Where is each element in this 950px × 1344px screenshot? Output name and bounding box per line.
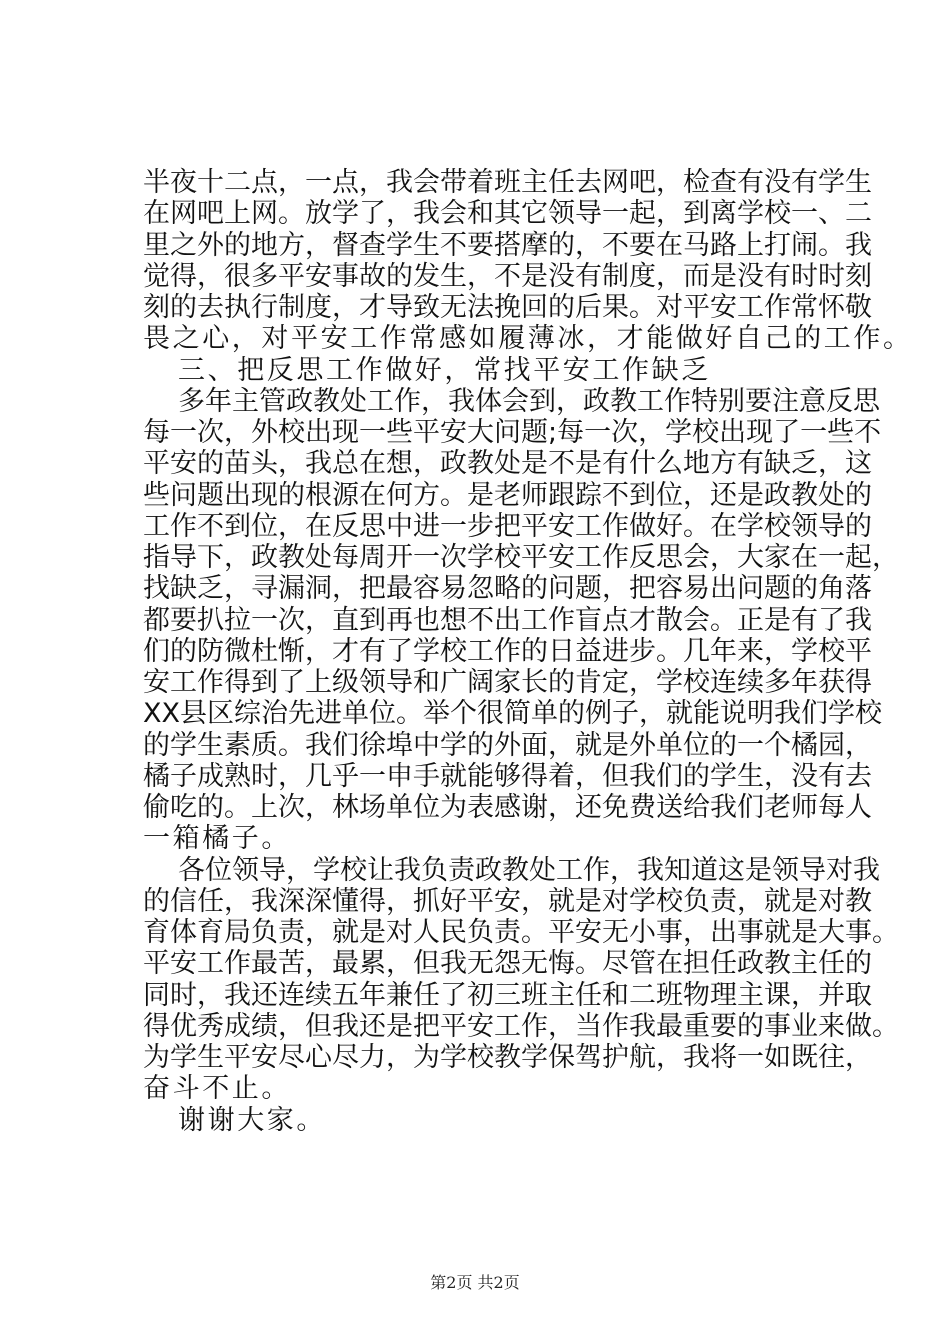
text-line: 平安的苗头，我总在想，政教处是不是有什么地方有缺乏，这	[143, 448, 872, 480]
text-line: 们的防微杜惭，才有了学校工作的日益进步。几年来，学校平	[143, 635, 872, 667]
text-line: 些问题出现的根源在何方。是老师跟踪不到位，还是政教处的	[143, 479, 872, 511]
text-line: 在网吧上网。放学了，我会和其它领导一起，到离学校一、二	[143, 198, 872, 230]
text-line: 安工作得到了上级领导和广阔家长的肯定，学校连续多年获得	[143, 667, 872, 698]
text-line: 找缺乏，寻漏洞，把最容易忽略的问题，把容易出问题的角落	[143, 573, 872, 605]
text-line: 三、把反思工作做好，常找平安工作缺乏	[178, 354, 711, 386]
document-body	[143, 167, 913, 1136]
text-line: 指导下，政教处每周开一次学校平安工作反思会，大家在一起，	[143, 542, 899, 573]
text-line: 每一次，外校出现一些平安大问题;每一次，学校出现了一些不	[143, 417, 882, 448]
text-line: 一箱橘子。	[143, 823, 291, 855]
text-line: 里之外的地方，督查学生不要搭摩的，不要在马路上打闹。我	[143, 229, 872, 261]
text-line: 的信任，我深深懂得，抓好平安，就是对学校负责，就是对教	[143, 885, 872, 917]
page-footer: 第2页 共2页	[430, 1273, 520, 1292]
text-line: 奋斗不止。	[143, 1073, 291, 1105]
text-line: 平安工作最苦，最累，但我无怨无悔。尽管在担任政教主任的	[143, 948, 872, 980]
text-line: 橘子成熟时，几乎一申手就能够得着，但我们的学生，没有去	[143, 760, 872, 792]
text-line: 觉得，很多平安事故的发生，不是没有制度，而是没有时时刻	[143, 260, 872, 292]
text-line: 各位领导，学校让我负责政教处工作，我知道这是领导对我	[178, 854, 880, 886]
text-line: 得优秀成绩，但我还是把平安工作，当作我最重要的事业来做。	[143, 1010, 899, 1042]
text-line: 刻的去执行制度，才导致无法挽回的后果。对平安工作常怀敬	[143, 292, 872, 323]
text-line: 谢谢大家。	[178, 1104, 326, 1136]
text-line: 同时，我还连续五年兼任了初三班主任和二班物理主课，并取	[143, 979, 872, 1011]
text-line: 都要扒拉一次，直到再也想不出工作盲点才散会。正是有了我	[143, 604, 872, 636]
text-line: 工作不到位，在反思中进一步把平安工作做好。在学校领导的	[143, 510, 872, 542]
text-line: 育体育局负责，就是对人民负责。平安无小事，出事就是大事。	[143, 917, 899, 948]
text-line: 畏之心，对平安工作常感如履薄冰，才能做好自己的工作。	[143, 323, 913, 355]
text-line: 为学生平安尽心尽力，为学校教学保驾护航，我将一如既往，	[143, 1042, 872, 1073]
text-line: XX县区综治先进单位。举个很简单的例子，就能说明我们学校	[143, 698, 882, 730]
text-line: 多年主管政教处工作，我体会到，政教工作特别要注意反思	[178, 385, 880, 417]
text-line: 偷吃的。上次，林场单位为表感谢，还免费送给我们老师每人	[143, 792, 872, 823]
text-line: 半夜十二点，一点，我会带着班主任去网吧，检查有没有学生	[143, 167, 872, 198]
text-line: 的学生素质。我们徐埠中学的外面，就是外单位的一个橘园，	[143, 729, 872, 761]
